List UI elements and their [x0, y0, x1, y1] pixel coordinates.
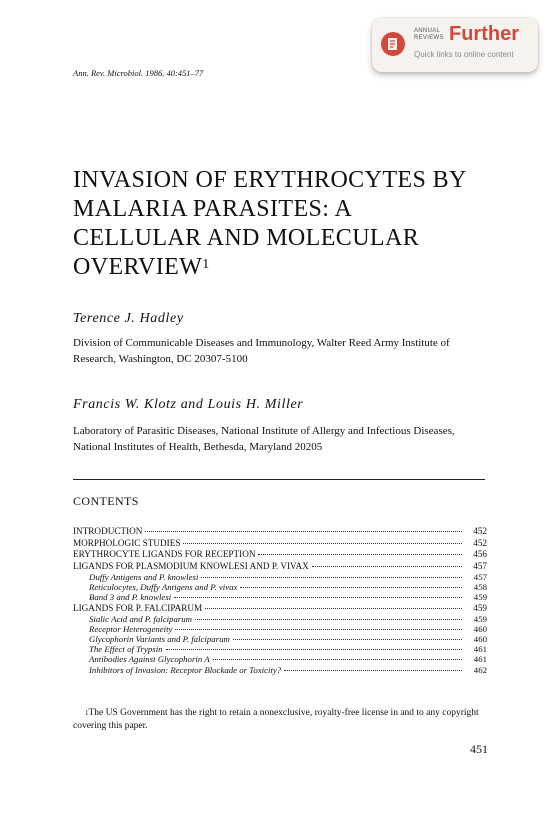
- affiliation-line: Laboratory of Parasitic Diseases, National Institute of Allergy and Infectious Diseases,: [73, 425, 455, 437]
- journal-citation: Ann. Rev. Microbiol. 1986. 40:451–77: [73, 68, 204, 78]
- affiliation-klotz-miller: [73, 423, 493, 455]
- toc-entry-inhibitors-of-invasion[interactable]: [73, 665, 487, 675]
- toc-label: The Effect of Trypsin: [89, 644, 163, 655]
- toc-leader: [233, 632, 462, 640]
- toc-page: 452: [473, 537, 487, 548]
- page-number: 451: [470, 742, 488, 756]
- title-footnote-mark[interactable]: 1: [202, 257, 210, 272]
- toc-page: 459: [473, 613, 487, 624]
- further-label[interactable]: Further: [449, 23, 519, 45]
- footnote: [73, 707, 487, 733]
- toc-label: Antibodies Against Glycophorin A: [89, 654, 210, 665]
- toc-leader: [166, 642, 462, 650]
- publisher-wordmark: [414, 28, 444, 42]
- annual-reviews-logo-icon: [380, 31, 406, 57]
- badge-tagline: Quick links to online content: [414, 50, 514, 59]
- toc-label: Duffy Antigens and P. knowlesi: [89, 571, 199, 582]
- toc-page: 457: [473, 571, 487, 582]
- toc-label: MORPHOLOGIC STUDIES: [73, 537, 181, 548]
- title-line-3: CELLULAR AND MOLECULAR: [73, 225, 420, 251]
- title-line-4-text: OVERVIEW: [73, 254, 203, 280]
- toc-leader: [145, 524, 462, 532]
- affiliation-line: Division of Communicable Diseases and Immunology, Walter Reed Army Institute of: [73, 337, 450, 349]
- table-of-contents: [73, 526, 487, 675]
- toc-label: INTRODUCTION: [73, 526, 143, 536]
- toc-page: 459: [473, 602, 487, 613]
- toc-page: 460: [473, 634, 487, 645]
- affiliation-hadley: [73, 335, 493, 367]
- author-hadley: Terence J. Hadley: [73, 311, 184, 326]
- toc-leader: [258, 547, 462, 555]
- toc-page: 461: [473, 654, 487, 665]
- affiliation-line: Research, Washington, DC 20307-5100: [73, 353, 248, 365]
- toc-page: 456: [473, 549, 487, 559]
- affiliation-line: National Institutes of Health, Bethesda, Maryland 20205: [73, 441, 323, 453]
- toc-page: 452: [473, 526, 487, 536]
- footnote-text: The US Government has the right to retain a nonexclusive, royalty-free license in and to any copyright covering this paper.: [73, 708, 479, 731]
- footnote-mark: 1: [85, 709, 89, 717]
- toc-label: Reticulocytes, Duffy Antigens and P. vivax: [89, 581, 238, 592]
- toc-page: 459: [473, 591, 487, 602]
- toc-leader: [240, 580, 462, 588]
- title-line-2: MALARIA PARASITES: A: [73, 196, 353, 222]
- toc-label: LIGANDS FOR PLASMODIUM KNOWLESI AND P. VIVAX: [73, 560, 309, 571]
- toc-page: 457: [473, 560, 487, 571]
- title-line-4: [73, 253, 503, 282]
- publisher-line-1: ANNUAL: [414, 28, 441, 34]
- toc-page: 461: [473, 644, 487, 655]
- author-klotz-miller: Francis W. Klotz and Louis H. Miller: [73, 397, 304, 412]
- toc-leader: [175, 622, 462, 630]
- toc-leader: [284, 663, 462, 671]
- toc-page: 460: [473, 623, 487, 634]
- publisher-line-2: REVIEWS: [414, 35, 444, 41]
- toc-leader: [312, 559, 462, 567]
- section-divider: [73, 479, 485, 480]
- further-links-badge[interactable]: [372, 18, 538, 72]
- toc-label: Band 3 and P. knowlesi: [89, 591, 172, 602]
- toc-leader: [195, 612, 462, 620]
- toc-page: 458: [473, 581, 487, 592]
- toc-leader: [174, 590, 462, 598]
- toc-label: Receptor Heterogeneity: [89, 623, 173, 634]
- toc-leader: [201, 570, 462, 578]
- contents-heading: CONTENTS: [73, 494, 139, 508]
- toc-label: Inhibitors of Invasion: Receptor Blockade or Toxicity?: [89, 664, 282, 675]
- toc-leader: [183, 536, 462, 544]
- toc-page: 462: [473, 664, 487, 675]
- title-line-1: INVASION OF ERYTHROCYTES BY: [73, 167, 467, 193]
- toc-label: Glycophorin Variants and P. falciparum: [89, 634, 230, 645]
- toc-label: Sialic Acid and P. falciparum: [89, 613, 193, 624]
- article-title: [73, 166, 503, 282]
- toc-leader: [213, 652, 462, 660]
- toc-label: ERYTHROCYTE LIGANDS FOR RECEPTION: [73, 549, 256, 559]
- toc-label: LIGANDS FOR P. FALCIPARUM: [73, 602, 203, 613]
- toc-leader: [205, 601, 462, 609]
